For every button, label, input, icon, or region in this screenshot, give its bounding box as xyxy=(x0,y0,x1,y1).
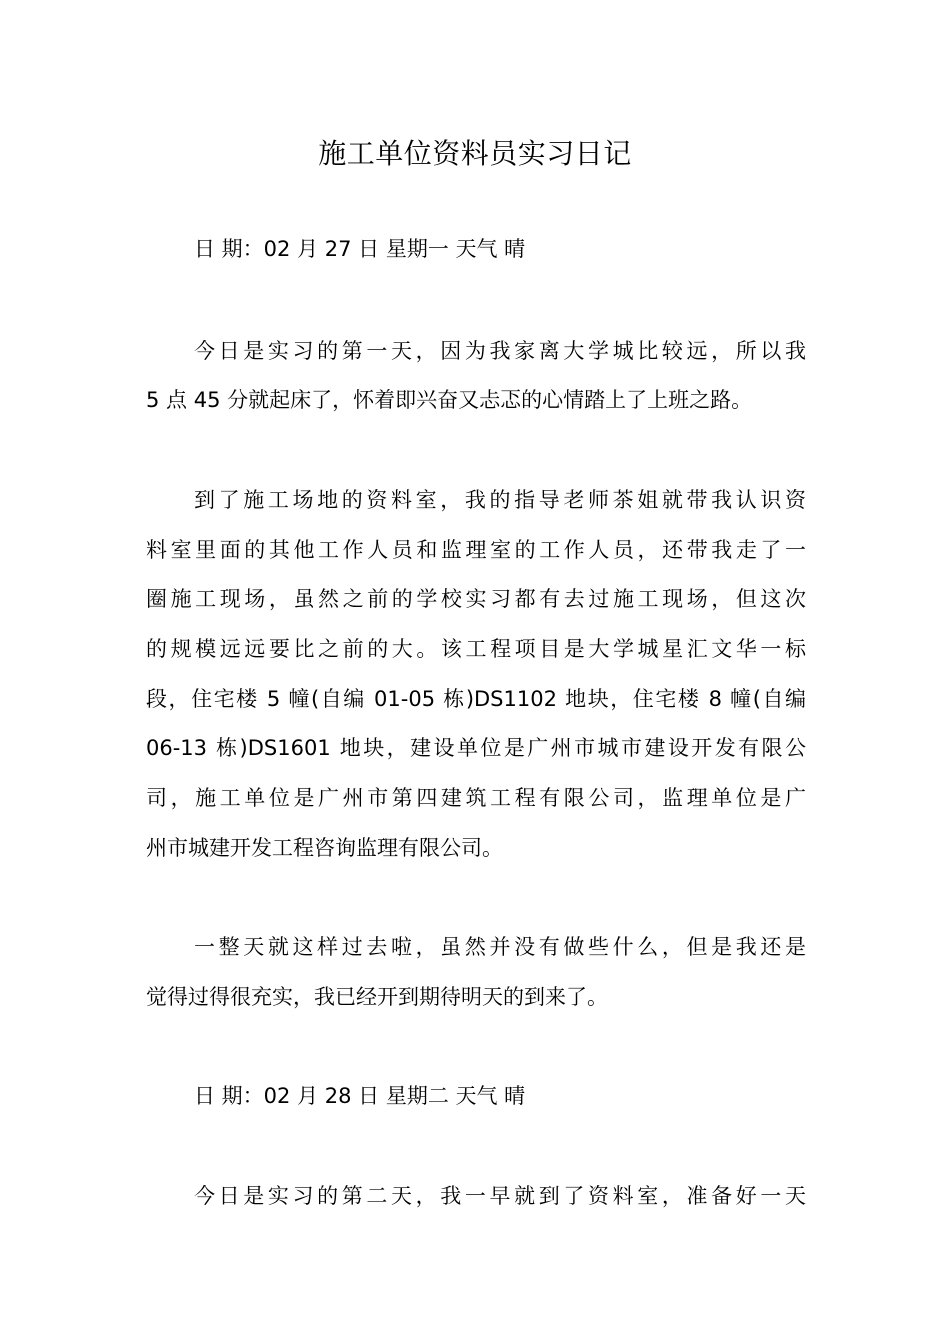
paragraph-line: 段，住宅楼 5 幢(自编 01-05 栋)DS1102 地块，住宅楼 8 幢(自编 xyxy=(146,687,806,711)
paragraph-line: 今日是实习的第二天，我一早就到了资料室，准备好一天 xyxy=(194,1184,806,1208)
paragraph-line: 州市城建开发工程咨询监理有限公司。 xyxy=(146,836,503,860)
paragraph-line: 料室里面的其他工作人员和监理室的工作人员，还带我走了一 xyxy=(146,538,806,562)
paragraph-line: 一整天就这样过去啦，虽然并没有做些什么，但是我还是 xyxy=(194,935,806,959)
entry-date-line: 日 期：02 月 27 日 星期一 天气 晴 xyxy=(194,237,526,261)
paragraph-line: 到了施工场地的资料室，我的指导老师茶姐就带我认识资 xyxy=(194,488,806,512)
paragraph-line: 觉得过得很充实，我已经开到期待明天的到来了。 xyxy=(146,985,608,1009)
paragraph-line: 06-13 栋)DS1601 地块，建设单位是广州市城市建设开发有限公 xyxy=(146,736,806,760)
entry-date-line: 日 期：02 月 28 日 星期二 天气 晴 xyxy=(194,1084,526,1108)
document-title: 施工单位资料员实习日记 xyxy=(318,137,632,170)
paragraph-line: 今日是实习的第一天，因为我家离大学城比较远，所以我 xyxy=(194,339,806,363)
paragraph-line: 的规模远远要比之前的大。该工程项目是大学城星汇文华一标 xyxy=(146,637,806,661)
paragraph-line: 圈施工现场，虽然之前的学校实习都有去过施工现场，但这次 xyxy=(146,587,806,611)
paragraph-line: 5 点 45 分就起床了，怀着即兴奋又忐忑的心情踏上了上班之路。 xyxy=(146,388,753,412)
paragraph-line: 司，施工单位是广州市第四建筑工程有限公司，监理单位是广 xyxy=(146,786,806,810)
